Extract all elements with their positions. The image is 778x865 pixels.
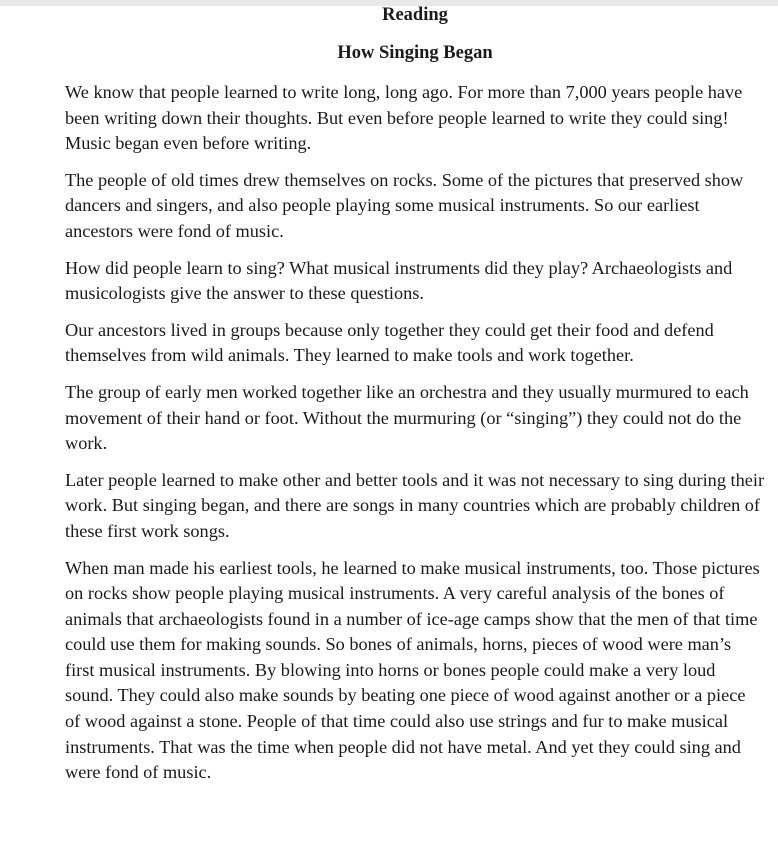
paragraph-7: When man made his earliest tools, he learned to make musical instruments, too. Those pictures on rocks show people playing musical instruments. A very careful analysis of the bones of animals that archaeologists found in a number of ice-age camps show that the men of that time could use them for making sounds. So bones of animals, horns, pieces of wood were man’s first musical instruments. By blowing into horns or bones people could make a very loud sound. They could also make sounds by beating one piece of wood against another or a piece of wood against a stone. People of that time could also use strings and fur to make musical instruments. That was the time when people did not have metal. And yet they could sing and were fond of music. bbox=[65, 557, 760, 783]
paragraph-6: Later people learned to make other and better tools and it was not necessary to sing during their work. But singing began, and there are songs in many countries which are probably children of these first work songs. bbox=[65, 469, 765, 541]
paragraph-1: We know that people learned to write long, long ago. For more than 7,000 years people have been writing down their thoughts. But even before people learned to write they could sing! Music began even before writing. bbox=[65, 82, 743, 154]
reading-text bbox=[65, 80, 765, 797]
paragraph-2: The people of old times drew themselves on rocks. Some of the pictures that preserved show dancers and singers, and also people playing some musical instruments. So our earliest ancestors were fond of music. bbox=[65, 169, 744, 241]
page-title: How Singing Began bbox=[337, 43, 493, 63]
section-heading: Reading bbox=[382, 5, 448, 25]
paragraph-5: The group of early men worked together like an orchestra and they usually murmured to each movement of their hand or foot. Without the murmuring (or “singing”) they could not do the work. bbox=[65, 381, 749, 454]
paragraph-4: Our ancestors lived in groups because only together they could get their food and defend themselves from wild animals. They learned to make tools and work together. bbox=[65, 319, 714, 366]
paragraph-3: How did people learn to sing? What musical instruments did they play? Archaeologists and musicologists give the answer to these questions. bbox=[65, 257, 733, 304]
